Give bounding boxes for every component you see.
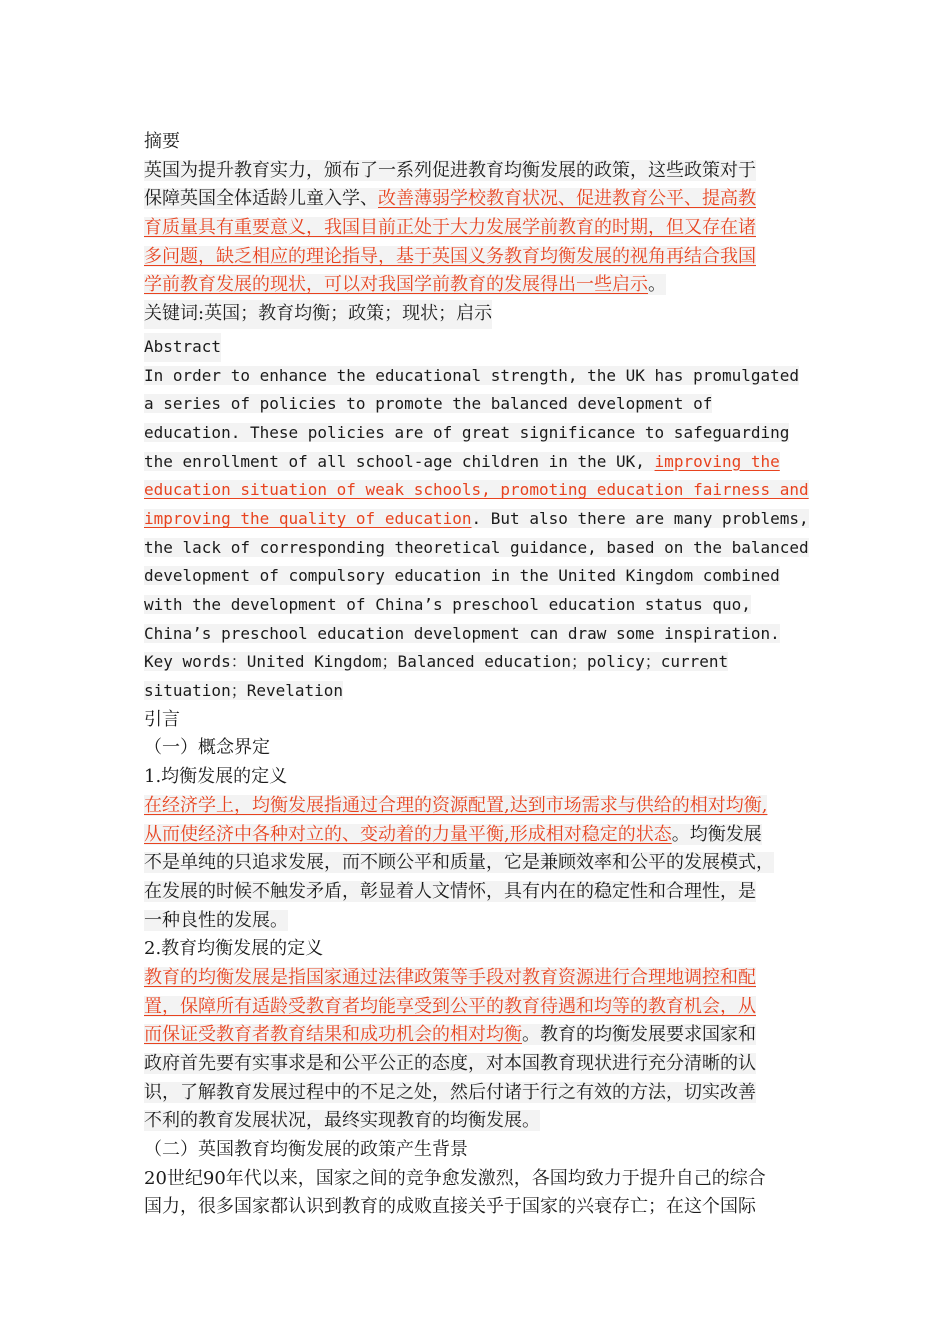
text-segment: 国力，很多国家都认识到教育的成败直接关乎于国家的兴衰存亡；在这个国际 (144, 1196, 756, 1218)
text-segment: 一种良性的发展。 (144, 909, 288, 931)
text-segment: 。 (648, 274, 666, 296)
section-heading-concepts: （一）概念界定 (144, 737, 270, 759)
text-segment: 政府首先要有实事求是和公平公正的态度，对本国教育现状进行充分清晰的认 (144, 1053, 756, 1074)
text-segment: 识，了解教育发展过程中的不足之处，然后付诸于行之有效的方法，切实改善 (144, 1081, 756, 1103)
text-segment: . But also there are many problems, (471, 508, 809, 528)
text-line (144, 993, 816, 1022)
text-line (144, 1107, 816, 1136)
text-line (144, 821, 816, 850)
text-segment: 不是单纯的只追求发展，而不顾公平和质量，它是兼顾效率和公平的发展模式， (144, 852, 774, 874)
text-line (144, 620, 816, 649)
highlighted-text: 从而使经济中各种对立的、变动着的力量平衡,形成相对稳定的状态 (144, 823, 672, 845)
text-line (144, 792, 816, 821)
text-line (144, 849, 816, 878)
abstract-cn-heading: 摘要 (144, 131, 180, 152)
text-line (144, 185, 816, 214)
text-segment: In order to enhance the educational strength, the UK has promulgated (144, 365, 800, 385)
abstract-en-paragraph (144, 362, 816, 706)
text-segment: education. These policies are of great significance to safeguarding (144, 422, 790, 442)
text-segment: 保障英国全体适龄儿童入学、 (144, 188, 378, 210)
text-line (144, 362, 816, 391)
highlighted-text: 改善薄弱学校教育状况、促进教育公平、提高教 (378, 188, 756, 210)
document-page (144, 128, 816, 1222)
text-line (144, 591, 816, 620)
text-line (144, 448, 816, 477)
text-line (144, 562, 816, 591)
text-line (144, 677, 816, 706)
highlighted-text: 学前教育发展的现状，可以对我国学前教育的发展得出一些启示 (144, 274, 648, 296)
text-segment: Key words：United Kingdom；Balanced education；policy；current (144, 652, 729, 672)
text-line (144, 271, 816, 300)
text-line (144, 1165, 816, 1194)
highlighted-text: 育质量具有重要意义，我国目前正处于大力发展学前教育的时期， (144, 217, 666, 239)
text-line (144, 419, 816, 448)
abstract-cn-paragraph (144, 157, 816, 300)
highlighted-text: education situation of weak schools, promoting education fairness and (144, 480, 809, 500)
abstract-en-heading: Abstract (144, 333, 221, 362)
highlighted-text: improving the (654, 451, 780, 471)
text-line (144, 1050, 816, 1079)
highlighted-text: 在经济学上，均衡发展指通过合理的资源配置,达到市场需求与供给的相对均衡, (144, 794, 768, 816)
text-segment: the enrollment of all school-age children in the UK, (144, 451, 655, 471)
text-line (144, 1193, 816, 1222)
text-segment: a series of policies to promote the balanced development of (144, 394, 713, 414)
highlighted-text: 置，保障所有适龄受教育者均能享受到公平的教育待遇和均等的教育机会，从 (144, 995, 756, 1017)
text-line (144, 878, 816, 907)
text-line (144, 648, 816, 677)
intro-heading: 引言 (144, 708, 180, 730)
highlighted-text: 但又存在诸 (666, 217, 756, 239)
text-segment: China’s preschool education development can draw some inspiration. (144, 623, 780, 643)
text-line (144, 534, 816, 563)
highlighted-text: 教育的均衡发展是指国家通过法律政策等手段对教育资源进行合理地调控和配 (144, 966, 756, 988)
text-line (144, 214, 816, 243)
text-line (144, 476, 816, 505)
section-heading-policy-background: （二）英国教育均衡发展的政策产生背景 (144, 1139, 468, 1161)
abstract-cn-keywords: 关键词:英国；教育均衡；政策；现状；启示 (144, 300, 492, 329)
text-line (144, 505, 816, 534)
text-line (144, 1079, 816, 1108)
paragraph-balanced-development (144, 792, 816, 935)
paragraph-policy-background (144, 1165, 816, 1222)
highlighted-text: 而保证受教育者教育结果和成功机会的相对均衡 (144, 1024, 522, 1046)
text-segment: 不利的教育发展状况，最终实现教育的均衡发展。 (144, 1110, 540, 1132)
text-line (144, 243, 816, 272)
highlighted-text: 多问题，缺乏相应的理论指导，基于英国义务教育均衡发展的视角再结合我国 (144, 245, 756, 267)
text-line (144, 907, 816, 936)
text-segment: 。教育的均衡发展要求国家和 (522, 1024, 756, 1046)
text-segment: 在发展的时候不触发矛盾，彰显着人文情怀，具有内在的稳定性和合理性，是 (144, 880, 756, 902)
text-line (144, 964, 816, 993)
highlighted-text: improving the quality of education (144, 508, 472, 528)
subheading-education-balance: 2.教育均衡发展的定义 (144, 938, 324, 960)
paragraph-education-balance (144, 964, 816, 1136)
text-segment: the lack of corresponding theoretical guidance, based on the balanced (144, 537, 809, 557)
text-segment: 20世纪90年代以来，国家之间的竞争愈发激烈，各国均致力于提升自己的综合 (144, 1167, 766, 1189)
text-line (144, 1021, 816, 1050)
text-segment: 英国为提升教育实力，颁布了一系列促进教育均衡发展的政策，这些政策对于 (144, 159, 756, 181)
text-segment: 。均衡发展 (671, 823, 762, 845)
text-line (144, 390, 816, 419)
subheading-balanced-development: 1.均衡发展的定义 (144, 766, 288, 788)
text-segment: development of compulsory education in the United Kingdom combined (144, 566, 780, 586)
text-line (144, 157, 816, 186)
text-segment: with the development of China’s preschool education status quo, (144, 595, 751, 614)
text-segment: situation；Revelation (144, 681, 344, 701)
